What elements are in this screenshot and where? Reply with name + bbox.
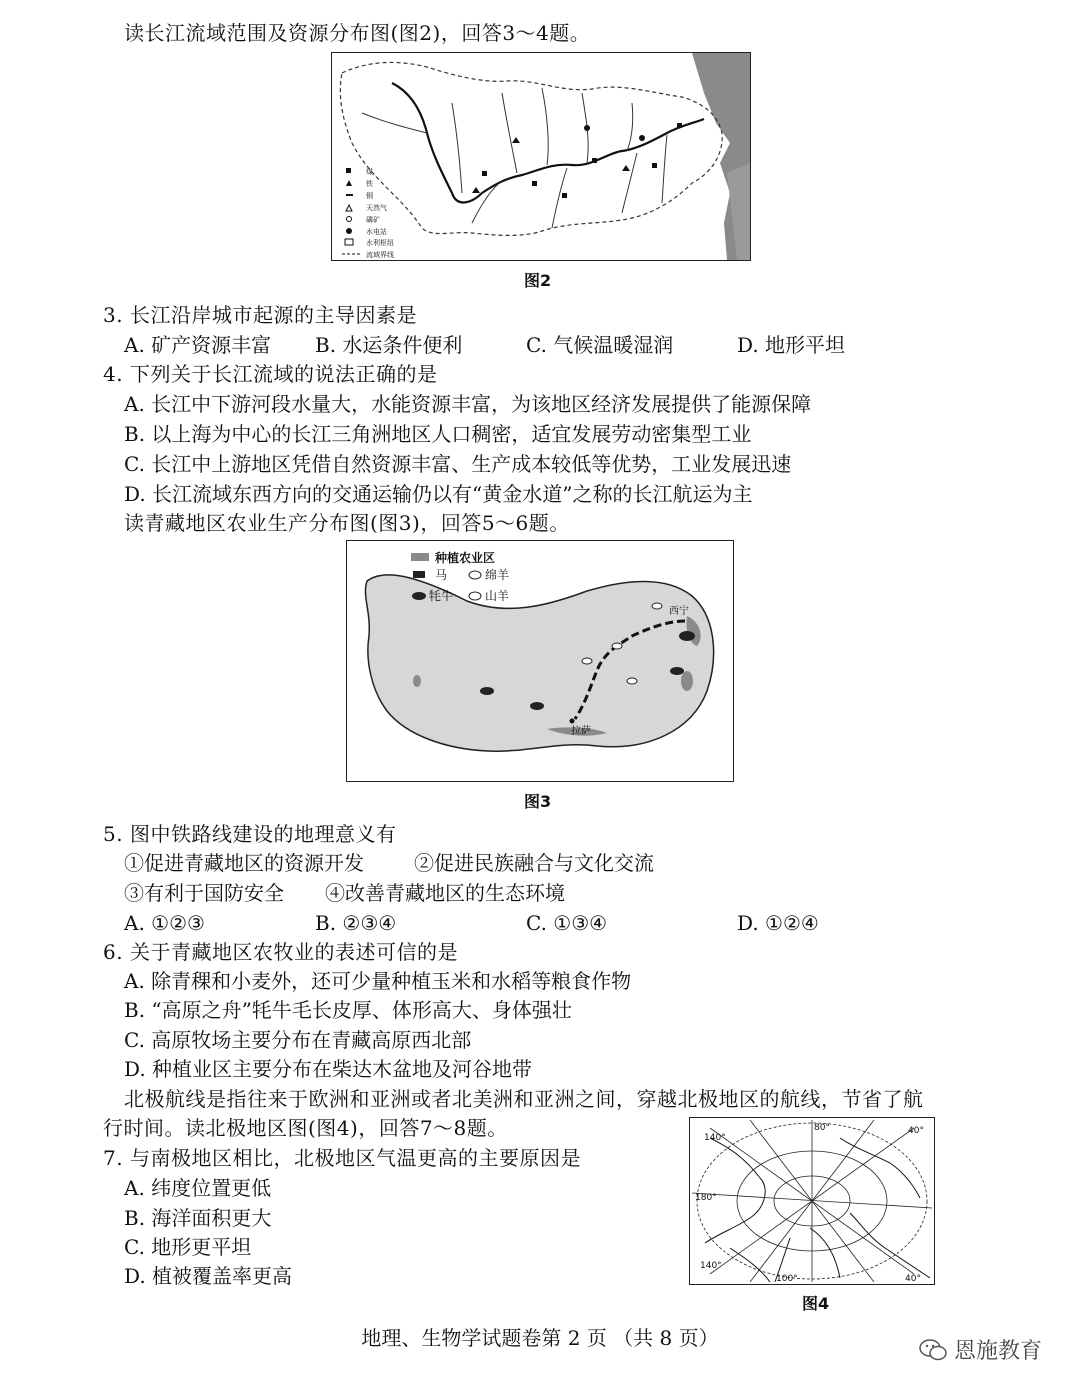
figure-3-caption: 图3	[524, 792, 552, 811]
q3-option-c: C. 气候温暖湿润	[526, 333, 674, 357]
label-lhasa: 拉萨	[571, 726, 591, 737]
q5-option-c: C. ①③④	[526, 911, 608, 935]
q6-option-a: A. 除青稞和小麦外，还可少量种植玉米和水稻等粮食作物	[124, 969, 632, 993]
q6-stem: 6. 关于青藏地区农牧业的表述可信的是	[103, 940, 458, 964]
q3-option-a: A. 矿产资源丰富	[124, 333, 272, 357]
q5-statement-4: ④改善青藏地区的生态环境	[325, 881, 565, 905]
legend-hydro: 水电站	[366, 228, 387, 236]
page-footer: 地理、生物学试题卷第 2 页 （共 8 页）	[361, 1326, 719, 1350]
lon-label-140-top: 140°	[704, 1133, 726, 1143]
q4-option-b: B. 以上海为中心的长江三角洲地区人口稠密，适宜发展劳动密集型工业	[124, 422, 752, 446]
q5-statement-1: ①促进青藏地区的资源开发	[124, 851, 364, 875]
legend-planting: 种植农业区	[435, 551, 496, 565]
legend-dam: 水利枢纽	[366, 239, 394, 247]
q5-option-b: B. ②③④	[315, 911, 397, 935]
q6-option-d: D. 种植业区主要分布在柴达木盆地及河谷地带	[124, 1057, 533, 1081]
tibet-agriculture-map	[347, 541, 733, 781]
intro-fig4-line2: 行时间。读北极地区图(图4)，回答7～8题。	[103, 1116, 508, 1140]
lon-label-40-bottom: 40°	[905, 1274, 921, 1284]
q4-option-a: A. 长江中下游河段水量大，水能资源丰富，为该地区经济发展提供了能源保障	[124, 392, 812, 416]
figure-3-tibet-map	[346, 540, 734, 782]
lon-label-140-bottom: 140°	[700, 1261, 722, 1271]
legend-phosphate: 磷矿	[366, 216, 380, 224]
q7-option-b: B. 海洋面积更大	[124, 1206, 272, 1230]
yak-icon	[480, 687, 494, 695]
figure-2-caption: 图2	[524, 271, 552, 290]
yak-icon	[670, 667, 684, 675]
yangtze-basin-map	[332, 53, 750, 260]
yak-icon	[530, 702, 544, 710]
lon-label-100: 100°	[776, 1274, 798, 1284]
legend-coal: 煤	[366, 168, 373, 176]
legend-goat: 山羊	[485, 589, 510, 603]
watermark-text: 恩施教育	[953, 1339, 1042, 1364]
legend-boundary: 流域界线	[366, 251, 394, 259]
intro-fig4-line1: 北极航线是指往来于欧洲和亚洲或者北美洲和亚洲之间，穿越北极地区的航线，节省了航	[124, 1087, 924, 1111]
label-xining: 西宁	[669, 606, 689, 617]
legend-yak: 牦牛	[429, 589, 454, 603]
q5-statement-3: ③有利于国防安全	[124, 881, 284, 905]
yak-icon	[679, 631, 695, 641]
q7-option-d: D. 植被覆盖率更高	[124, 1264, 293, 1288]
legend-iron: 铁	[366, 180, 373, 188]
q5-option-a: A. ①②③	[124, 911, 205, 935]
q3-option-b: B. 水运条件便利	[315, 333, 463, 357]
q4-option-c: C. 长江中上游地区凭借自然资源丰富、生产成本较低等优势，工业发展迅速	[124, 452, 792, 476]
q5-stem: 5. 图中铁路线建设的地理意义有	[103, 822, 397, 846]
q7-option-c: C. 地形更平坦	[124, 1235, 252, 1259]
legend-horse: 马	[435, 568, 448, 582]
q4-option-d: D. 长江流域东西方向的交通运输仍以有“黄金水道”之称的长江航运为主	[124, 482, 753, 506]
figure-2-yangtze-map	[331, 52, 751, 261]
q4-stem: 4. 下列关于长江流域的说法正确的是	[103, 362, 438, 386]
sheep-icon	[652, 603, 662, 609]
q3-option-d: D. 地形平坦	[737, 333, 846, 357]
legend-sheep: 绵羊	[485, 568, 510, 582]
sheep-icon	[612, 643, 622, 649]
q5-option-d: D. ①②④	[737, 911, 819, 935]
intro-fig2: 读长江流域范围及资源分布图(图2)，回答3～4题。	[124, 21, 591, 45]
figure-4-caption: 图4	[802, 1294, 830, 1313]
q7-stem: 7. 与南极地区相比，北极地区气温更高的主要原因是	[103, 1146, 581, 1170]
intro-fig3: 读青藏地区农业生产分布图(图3)，回答5～6题。	[124, 511, 570, 535]
legend-copper: 铜	[366, 192, 373, 200]
goat-icon	[627, 678, 637, 684]
figure-4-arctic-map	[689, 1117, 935, 1285]
sheep-icon	[582, 658, 592, 664]
q6-option-b: B. “高原之舟”牦牛毛长皮厚、体形高大、身体强壮	[124, 998, 572, 1022]
q3-stem: 3. 长江沿岸城市起源的主导因素是	[103, 303, 417, 327]
lon-label-80: 80°	[814, 1123, 830, 1133]
q7-option-a: A. 纬度位置更低	[124, 1176, 272, 1200]
arctic-map	[690, 1118, 934, 1284]
legend-gas: 天然气	[366, 204, 387, 212]
q5-statement-2: ②促进民族融合与文化交流	[414, 851, 654, 875]
lon-label-40-top: 40°	[908, 1126, 924, 1136]
q6-option-c: C. 高原牧场主要分布在青藏高原西北部	[124, 1028, 472, 1052]
lon-label-180: 180°	[695, 1193, 717, 1203]
